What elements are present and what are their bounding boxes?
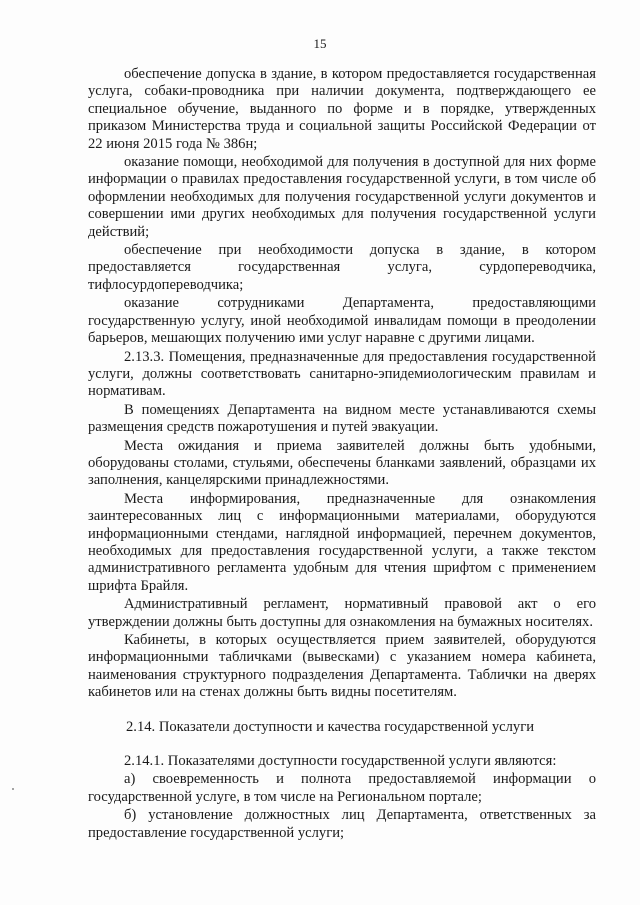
paragraph-staff-assistance: оказание сотрудниками Департамента, предоставляющими государственную услугу, иной необходимой инвалидам помощи в преодолении барьеров, мешающих получению ими услуг наравне с другими лицами. — [88, 295, 596, 347]
scan-speck — [12, 788, 14, 790]
paragraph-item-b: б) установление должностных лиц Департамента, ответственных за предоставление государственной услуги; — [88, 807, 596, 841]
paragraph-information-assistance: оказание помощи, необходимой для получения в доступной для них форме информации о правилах предоставления государственной услуги, в том числе об оформлении необходимых для получения государственной услуги документов и совершении ими других необходимых для получения государственной услуги действий; — [88, 154, 596, 240]
paragraph-waiting-places: Места ожидания и приема заявителей должны быть удобными, оборудованы столами, стульями, обеспечены бланками заявлений, образцами их заполнения, канцелярскими принадлежностями. — [88, 437, 596, 489]
paragraph-information-places: Места информирования, предназначенные для ознакомления заинтересованных лиц с информационными материалами, оборудуются информационными стендами, наглядной информацией, перечнем документов, необходимых для предоставления государственной услуги, а также текстом административного регламента удобным для чтения шрифтом с применением шрифта Брайля. — [88, 490, 596, 594]
paragraph-regulation-availability: Административный регламент, нормативный правовой акт о его утверждении должны быть доступны для ознакомления на бумажных носителях. — [88, 596, 596, 630]
paragraph-guide-dog-access: обеспечение допуска в здание, в котором предоставляется государственная услуга, собаки-проводника при наличии документа, подтверждающего ее специальное обучение, выданного по форме и в порядке, утвержденных приказом Министерства труда и социальной защиты Российской Федерации от 22 июня 2015 года № 386н; — [88, 66, 596, 152]
paragraph-fire-evacuation-schemes: В помещениях Департамента на видном месте устанавливаются схемы размещения средств пожаротушения и путей эвакуации. — [88, 401, 596, 436]
paragraph-item-a: а) своевременность и полнота предоставляемой информации о государственной услуге, в том числе на Региональном портале; — [88, 771, 596, 805]
section-heading-2-14: 2.14. Показатели доступности и качества государственной услуги — [126, 718, 535, 735]
paragraph-sign-interpreter-access: обеспечение при необходимости допуска в здание, в котором предоставляется государственная услуга, сурдопереводчика, тифлосурдопереводчика; — [88, 242, 596, 293]
document-body — [88, 66, 596, 842]
paragraph-2-13-3: 2.13.3. Помещения, предназначенные для предоставления государственной услуги, должны соответствовать санитарно-эпидемиологическим правилам и нормативам. — [88, 348, 596, 400]
paragraph-office-signs: Кабинеты, в которых осуществляется прием заявителей, оборудуются информационными табличками (вывесками) с указанием номера кабинета, наименования структурного подразделения Департамента. Таблички на дверях кабинетов или на стенах должны быть видны посетителям. — [88, 632, 596, 701]
paragraph-2-14-1: 2.14.1. Показателями доступности государственной услуги являются: — [124, 753, 557, 770]
page-number: 15 — [313, 36, 327, 51]
